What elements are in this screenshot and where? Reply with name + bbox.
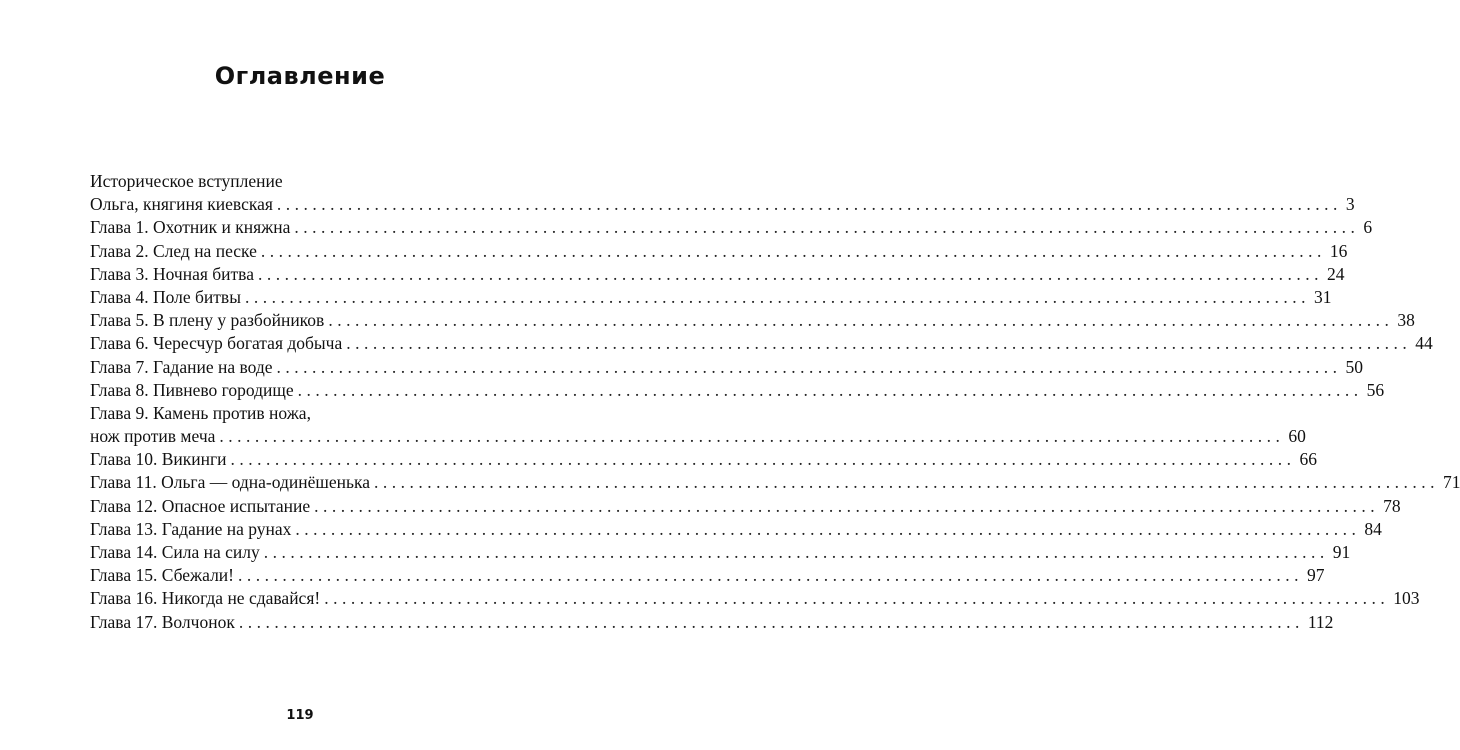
toc-entry-title: Глава 9. Камень против ножа, — [90, 402, 311, 423]
toc-entry — [90, 564, 1325, 587]
toc-entry-page-number: 60 — [1288, 426, 1306, 447]
toc-dot-leader: ........................................................................................................................ — [258, 263, 1323, 284]
toc-dot-leader: ........................................................................................................................ — [260, 240, 1326, 261]
toc-entry-page-number: 31 — [1313, 286, 1332, 307]
toc-entry-page-number: 44 — [1415, 333, 1433, 354]
toc-entry-page-number: 91 — [1332, 542, 1351, 562]
toc-entry-page-number: 24 — [1327, 263, 1345, 284]
toc-entry — [90, 286, 1332, 309]
toc-dot-leader: ........................................................................................................................ — [324, 588, 1390, 609]
toc-entry-title: Глава 8. Пивнево городище — [90, 379, 294, 400]
toc-entry-title: Глава 16. Никогда не сдавайся! — [90, 588, 321, 609]
page-title: Оглавление — [214, 62, 386, 90]
toc-dot-leader: ........................................................................................................................ — [295, 518, 1361, 539]
toc-entry — [90, 471, 1460, 494]
toc-entry — [90, 379, 1385, 402]
toc-entry-title: Глава 13. Гадание на рунах — [90, 518, 292, 539]
toc-entry-page-number: 3 — [1345, 194, 1355, 215]
toc-dot-leader: ........................................................................................................................ — [219, 426, 1285, 447]
toc-entry — [90, 216, 1373, 239]
toc-entry-page-number: 38 — [1397, 310, 1415, 331]
toc-entry-title: Глава 10. Викинги — [90, 449, 227, 470]
toc-entry — [90, 356, 1364, 379]
toc-entry-title: Глава 11. Ольга — одна-одинёшенька — [90, 472, 370, 493]
toc-entry-title: Ольга, княгиня киевская — [90, 194, 273, 215]
toc-entry — [90, 587, 1420, 610]
toc-dot-leader: ........................................................................................................................ — [297, 379, 1363, 400]
toc-entry-page-number: 16 — [1329, 240, 1348, 261]
toc-entry-title: Глава 4. Поле битвы — [90, 286, 241, 307]
toc-dot-leader: ........................................................................................................................ — [263, 542, 1329, 562]
toc-entry-page-number: 50 — [1345, 356, 1364, 377]
toc-dot-leader: ........................................................................................................................ — [314, 495, 1380, 516]
toc-entry-page-number: 56 — [1366, 379, 1385, 400]
toc-entry — [90, 402, 510, 425]
toc-entry-page-number: 103 — [1393, 588, 1420, 609]
toc-entry-title: Глава 12. Опасное испытание — [90, 495, 311, 516]
toc-entry-title: Глава 6. Чересчур богатая добыча — [90, 333, 343, 354]
toc-entry — [90, 193, 1355, 216]
page-number: 119 — [286, 708, 314, 723]
toc-intro-heading — [90, 170, 510, 193]
toc-dot-leader: ........................................................................................................................ — [276, 194, 1342, 215]
toc-entry-page-number: 71 — [1442, 472, 1460, 493]
toc-dot-leader: ........................................................................................................................ — [238, 565, 1303, 586]
toc-dot-leader: ........................................................................................................................ — [276, 356, 1342, 377]
toc-entry-page-number: 97 — [1307, 565, 1325, 586]
toc-entry-page-number: 78 — [1383, 495, 1401, 516]
toc-entry-page-number: 6 — [1363, 217, 1373, 238]
toc-entry — [90, 448, 1318, 471]
toc-entry-title: Глава 17. Волчонок — [90, 611, 235, 632]
toc-entry — [90, 518, 1382, 541]
toc-intro-heading-text: Историческое вступление — [90, 171, 283, 191]
toc-dot-leader: ........................................................................................................................ — [238, 611, 1304, 632]
toc-entry — [90, 263, 1345, 286]
toc-entry-title: нож против меча — [90, 426, 216, 447]
toc-entry — [90, 611, 1334, 634]
toc-entry-title: Глава 7. Гадание на воде — [90, 356, 273, 377]
toc-entry-title: Глава 3. Ночная битва — [90, 263, 254, 284]
toc-entry — [90, 495, 1401, 518]
toc-dot-leader: ........................................................................................................................ — [230, 449, 1296, 470]
toc-entry-page-number: 112 — [1307, 611, 1334, 632]
toc-dot-leader: ........................................................................................................................ — [244, 286, 1310, 307]
toc-entry-title: Глава 2. След на песке — [90, 240, 257, 261]
toc-dot-leader: ........................................................................................................................ — [346, 333, 1412, 354]
toc-entry — [90, 309, 1415, 332]
toc-entry — [90, 240, 1348, 263]
toc-entries — [90, 193, 1460, 634]
toc-entry — [90, 425, 1306, 448]
toc-entry-page-number: 66 — [1299, 449, 1318, 470]
toc-dot-leader: ........................................................................................................................ — [294, 217, 1360, 238]
toc-entry — [90, 332, 1433, 355]
table-of-contents — [90, 170, 1460, 634]
toc-dot-leader: ........................................................................................................................ — [328, 310, 1394, 331]
toc-entry-page-number: 84 — [1364, 518, 1382, 539]
toc-entry-title: Глава 5. В плену у разбойников — [90, 310, 325, 331]
toc-entry — [90, 541, 1351, 564]
toc-entry-title: Глава 14. Сила на силу — [90, 542, 260, 562]
toc-entry-title: Глава 1. Охотник и княжна — [90, 217, 291, 238]
toc-entry-title: Глава 15. Сбежали! — [90, 565, 234, 586]
toc-dot-leader: ........................................................................................................................ — [373, 472, 1439, 493]
